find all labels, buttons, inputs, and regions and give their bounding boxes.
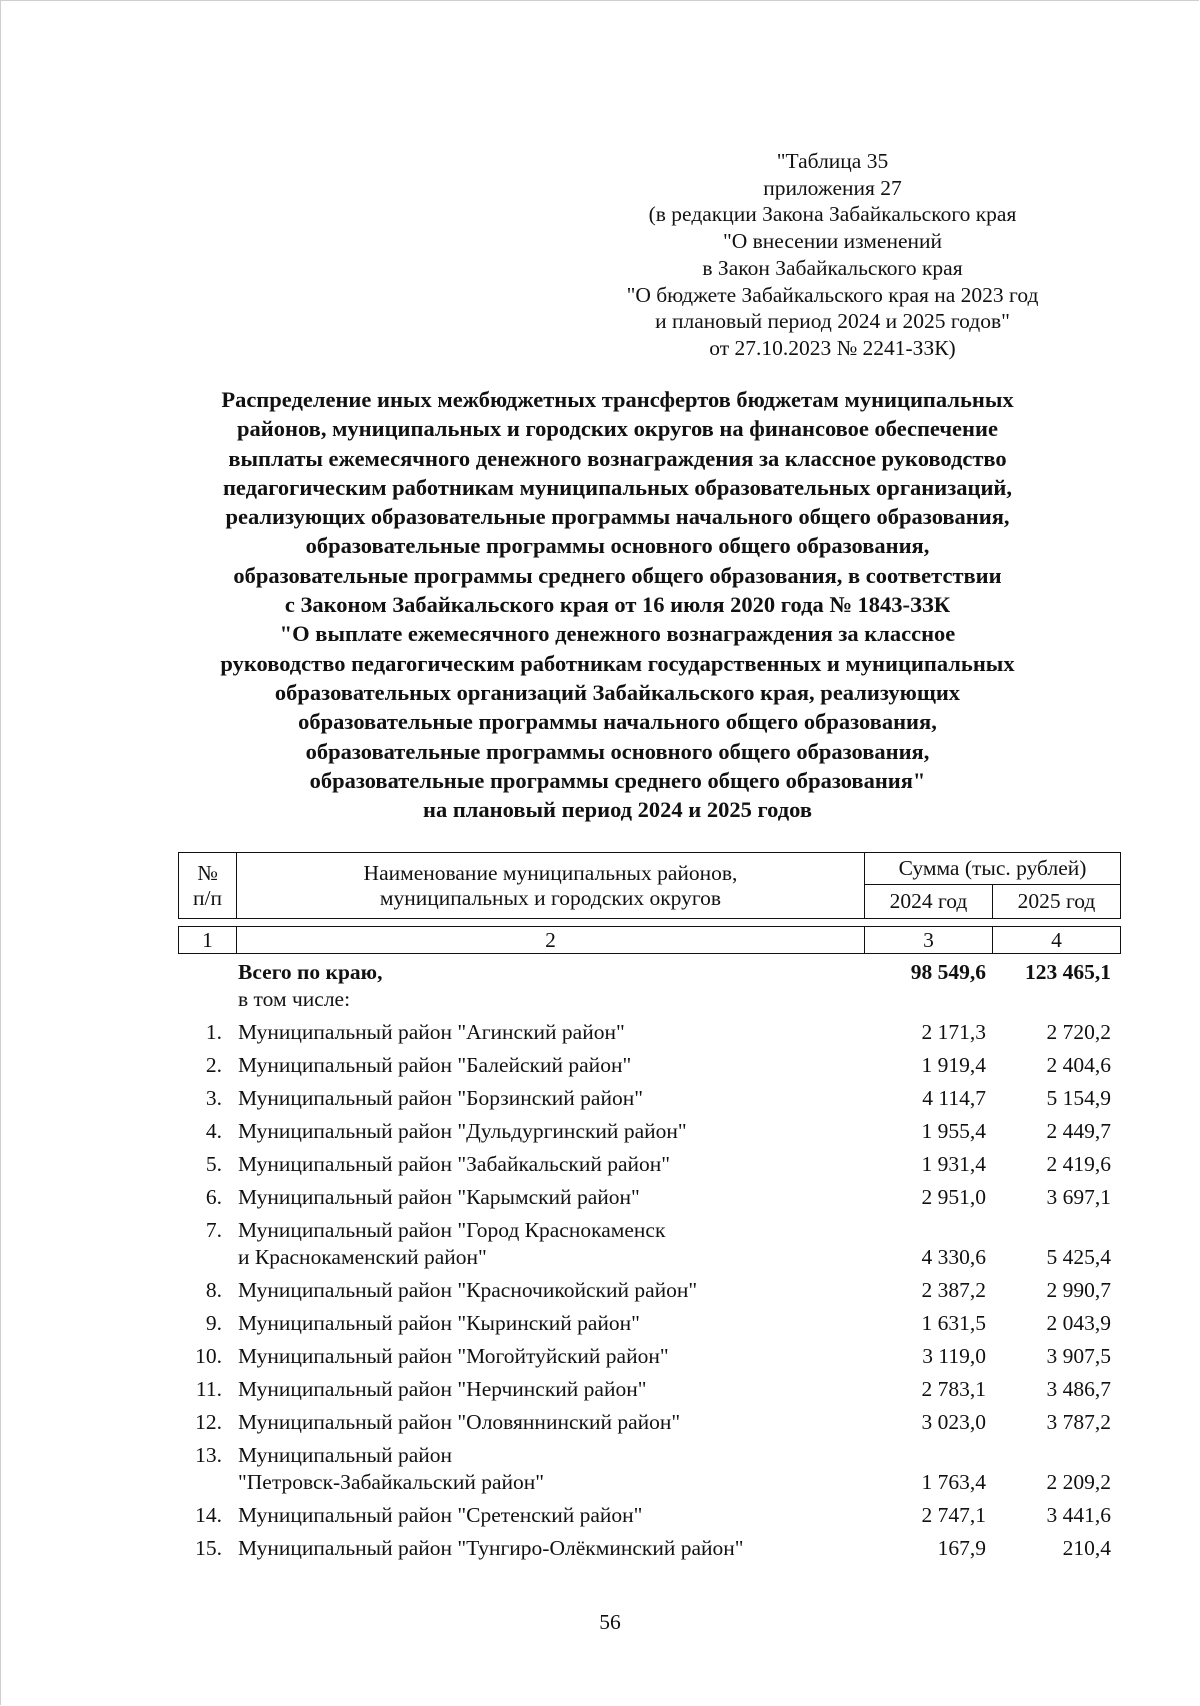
row-name bbox=[222, 1502, 866, 1529]
row-name-line: "Петровск-Забайкальский район" bbox=[238, 1470, 545, 1494]
row-value-2024: 2 783,1 bbox=[921, 1377, 986, 1401]
row-index: 11. bbox=[195, 1377, 222, 1401]
title-line: районов, муниципальных и городских округов на финансовое обеспечение bbox=[237, 416, 998, 442]
table-row bbox=[178, 1118, 1120, 1145]
row-name bbox=[222, 1376, 866, 1403]
row-name bbox=[222, 1085, 866, 1112]
header-cell-2025: 2025 год bbox=[993, 885, 1121, 919]
header-line: в Закон Забайкальского края bbox=[702, 255, 963, 280]
row-name bbox=[222, 1118, 866, 1145]
row-name bbox=[222, 1052, 866, 1079]
header-cell-2024: 2024 год bbox=[865, 885, 993, 919]
table-row bbox=[178, 1052, 1120, 1079]
title-line: образовательные программы начального общего образования, bbox=[298, 709, 937, 735]
row-value-2024: 4 114,7 bbox=[922, 1086, 986, 1110]
row-index: 6. bbox=[205, 1185, 222, 1209]
table-row bbox=[178, 1019, 1120, 1046]
row-value-2025: 2 043,9 bbox=[1046, 1311, 1111, 1335]
document-title bbox=[150, 385, 1085, 824]
row-value-2025: 3 787,2 bbox=[1046, 1410, 1111, 1434]
row-name bbox=[222, 1151, 866, 1178]
row-name-line: Муниципальный район "Забайкальский район" bbox=[238, 1152, 671, 1176]
row-value-2024: 1 955,4 bbox=[921, 1119, 986, 1143]
row-value-2024: 1 919,4 bbox=[921, 1053, 986, 1077]
row-name bbox=[222, 1343, 866, 1370]
row-value-2025: 3 441,6 bbox=[1046, 1503, 1111, 1527]
title-line: педагогическим работникам муниципальных образовательных организаций, bbox=[222, 474, 1013, 500]
header-no-line2: п/п bbox=[193, 885, 222, 910]
header-line: "Таблица 35 bbox=[776, 149, 889, 173]
header-name-line2: муниципальных и городских округов bbox=[379, 885, 722, 910]
row-value-2024: 2 747,1 bbox=[921, 1503, 986, 1527]
row-name-line: Муниципальный район "Сретенский район" bbox=[238, 1503, 643, 1527]
row-value-2025: 2 449,7 bbox=[1046, 1119, 1111, 1143]
column-numbers-row bbox=[178, 926, 1121, 954]
table-row bbox=[178, 1184, 1120, 1211]
row-value-2025: 2 990,7 bbox=[1046, 1278, 1111, 1302]
table-row bbox=[178, 1376, 1120, 1403]
row-index: 2. bbox=[205, 1053, 222, 1077]
row-value-2024: 2 171,3 bbox=[921, 1020, 986, 1044]
header-name-line1: Наименование муниципальных районов, bbox=[363, 860, 738, 885]
table-row bbox=[178, 1343, 1120, 1370]
header-cell-sum: Сумма (тыс. рублей) bbox=[865, 853, 1121, 885]
including-label: в том числе: bbox=[238, 987, 351, 1011]
header-annotation bbox=[600, 148, 1065, 362]
row-value-2024: 2 387,2 bbox=[921, 1278, 986, 1302]
row-name-line: Муниципальный район "Агинский район" bbox=[238, 1020, 625, 1044]
title-line: с Законом Забайкальского края от 16 июля 2020 года № 1843-ЗЗК bbox=[284, 592, 951, 618]
row-value-2025: 3 486,7 bbox=[1046, 1377, 1111, 1401]
row-value-2025: 210,4 bbox=[1062, 1536, 1111, 1560]
header-cell-number bbox=[179, 853, 237, 919]
row-value-2024: 4 330,6 bbox=[921, 1245, 986, 1269]
title-line: реализующих образовательные программы начального общего образования, bbox=[225, 504, 1010, 530]
header-line: "О бюджете Забайкальского края на 2023 год bbox=[626, 282, 1039, 307]
title-line: образовательные программы основного общего образования, bbox=[305, 738, 930, 764]
table-header bbox=[178, 852, 1121, 919]
row-name-line: Муниципальный район "Балейский район" bbox=[238, 1053, 632, 1077]
column-number: 4 bbox=[993, 927, 1121, 954]
table-row bbox=[178, 1277, 1120, 1304]
row-index: 12. bbox=[195, 1410, 222, 1434]
header-line: приложения 27 bbox=[763, 175, 902, 200]
row-index: 13. bbox=[195, 1443, 222, 1467]
row-value-2025: 5 154,9 bbox=[1046, 1086, 1111, 1110]
row-index: 1. bbox=[205, 1020, 222, 1044]
title-line: образовательные программы среднего общего образования" bbox=[309, 767, 926, 793]
title-line: "О выплате ежемесячного денежного вознаграждения за классное bbox=[279, 621, 956, 647]
row-value-2025: 5 425,4 bbox=[1046, 1245, 1111, 1269]
row-name-line: Муниципальный район "Карымский район" bbox=[238, 1185, 640, 1209]
column-number: 2 bbox=[237, 927, 865, 954]
header-line: (в редакции Закона Забайкальского края bbox=[648, 202, 1017, 227]
row-name-line: Муниципальный район "Тунгиро-Олёкминский район" bbox=[238, 1536, 744, 1560]
total-2025: 123 465,1 bbox=[1025, 960, 1111, 984]
row-name-line: Муниципальный район "Город Краснокаменск bbox=[238, 1218, 666, 1242]
row-name-line: Муниципальный район "Дульдургинский район" bbox=[238, 1119, 687, 1143]
row-value-2024: 1 931,4 bbox=[921, 1152, 986, 1176]
row-index: 10. bbox=[195, 1344, 222, 1368]
row-value-2025: 2 720,2 bbox=[1046, 1020, 1111, 1044]
row-name-line: Муниципальный район "Борзинский район" bbox=[238, 1086, 643, 1110]
table-body bbox=[178, 958, 1120, 1562]
page-number: 56 bbox=[599, 1610, 621, 1634]
row-value-2024: 3 023,0 bbox=[921, 1410, 986, 1434]
row-value-2024: 167,9 bbox=[937, 1536, 986, 1560]
header-line: и плановый период 2024 и 2025 годов" bbox=[655, 309, 1010, 334]
row-name bbox=[222, 1442, 866, 1496]
row-index: 15. bbox=[195, 1536, 222, 1560]
row-name-line: Муниципальный район "Красночикойский район" bbox=[238, 1278, 698, 1302]
row-index: 8. bbox=[205, 1278, 222, 1302]
header-line: "О внесении изменений bbox=[722, 229, 943, 254]
row-name-line: Муниципальный район "Могойтуйский район" bbox=[238, 1344, 669, 1368]
row-value-2025: 2 209,2 bbox=[1046, 1470, 1111, 1494]
table-row bbox=[178, 1217, 1120, 1271]
title-line: образовательных организаций Забайкальского края, реализующих bbox=[274, 679, 961, 705]
table-row bbox=[178, 1085, 1120, 1112]
row-name-line: Муниципальный район "Оловяннинский район" bbox=[238, 1410, 681, 1434]
row-value-2024: 1 763,4 bbox=[921, 1470, 986, 1494]
title-line: выплаты ежемесячного денежного вознаграждения за классное руководство bbox=[228, 445, 1007, 471]
row-name-line: и Краснокаменский район" bbox=[238, 1245, 487, 1269]
table-row bbox=[178, 1409, 1120, 1436]
table-row bbox=[178, 1151, 1120, 1178]
row-name-line: Муниципальный район bbox=[238, 1443, 453, 1467]
row-name bbox=[222, 1217, 866, 1271]
column-number: 1 bbox=[179, 927, 237, 954]
data-rows bbox=[178, 1019, 1120, 1562]
total-2024: 98 549,6 bbox=[910, 960, 986, 984]
header-line: от 27.10.2023 № 2241-ЗЗК) bbox=[709, 335, 956, 360]
table-row bbox=[178, 1502, 1120, 1529]
header-no-line1: № bbox=[197, 860, 218, 885]
title-line: на плановый период 2024 и 2025 годов bbox=[423, 797, 812, 823]
column-number: 3 bbox=[865, 927, 993, 954]
row-index: 4. bbox=[205, 1119, 222, 1143]
row-name bbox=[222, 1184, 866, 1211]
total-label: Всего по краю, bbox=[238, 960, 383, 984]
row-name bbox=[222, 1019, 866, 1046]
title-line: руководство педагогическим работникам государственных и муниципальных bbox=[220, 650, 1015, 676]
row-value-2025: 2 404,6 bbox=[1046, 1053, 1111, 1077]
row-value-2024: 2 951,0 bbox=[921, 1185, 986, 1209]
title-line: Распределение иных межбюджетных трансфертов бюджетам муниципальных bbox=[221, 387, 1014, 412]
table-row bbox=[178, 1310, 1120, 1337]
title-line: образовательные программы среднего общего образования, в соответствии bbox=[233, 562, 1002, 588]
row-index: 14. bbox=[195, 1503, 222, 1527]
row-index: 7. bbox=[205, 1218, 222, 1242]
title-line: образовательные программы основного общего образования, bbox=[305, 533, 930, 559]
row-name bbox=[222, 1409, 866, 1436]
row-index: 3. bbox=[205, 1086, 222, 1110]
table-row bbox=[178, 1535, 1120, 1562]
row-value-2025: 3 907,5 bbox=[1046, 1344, 1111, 1368]
total-row bbox=[178, 958, 1120, 986]
row-value-2024: 1 631,5 bbox=[921, 1311, 986, 1335]
including-row bbox=[178, 986, 1120, 1012]
row-name-line: Муниципальный район "Нерчинский район" bbox=[238, 1377, 647, 1401]
table-row bbox=[178, 1442, 1120, 1496]
row-index: 9. bbox=[205, 1311, 222, 1335]
row-index: 5. bbox=[205, 1152, 222, 1176]
row-value-2025: 3 697,1 bbox=[1046, 1185, 1111, 1209]
row-name bbox=[222, 1277, 866, 1304]
row-name bbox=[222, 1535, 866, 1562]
row-name bbox=[222, 1310, 866, 1337]
row-name-line: Муниципальный район "Кыринский район" bbox=[238, 1311, 640, 1335]
header-cell-name bbox=[237, 853, 865, 919]
row-value-2024: 3 119,0 bbox=[922, 1344, 986, 1368]
row-value-2025: 2 419,6 bbox=[1046, 1152, 1111, 1176]
